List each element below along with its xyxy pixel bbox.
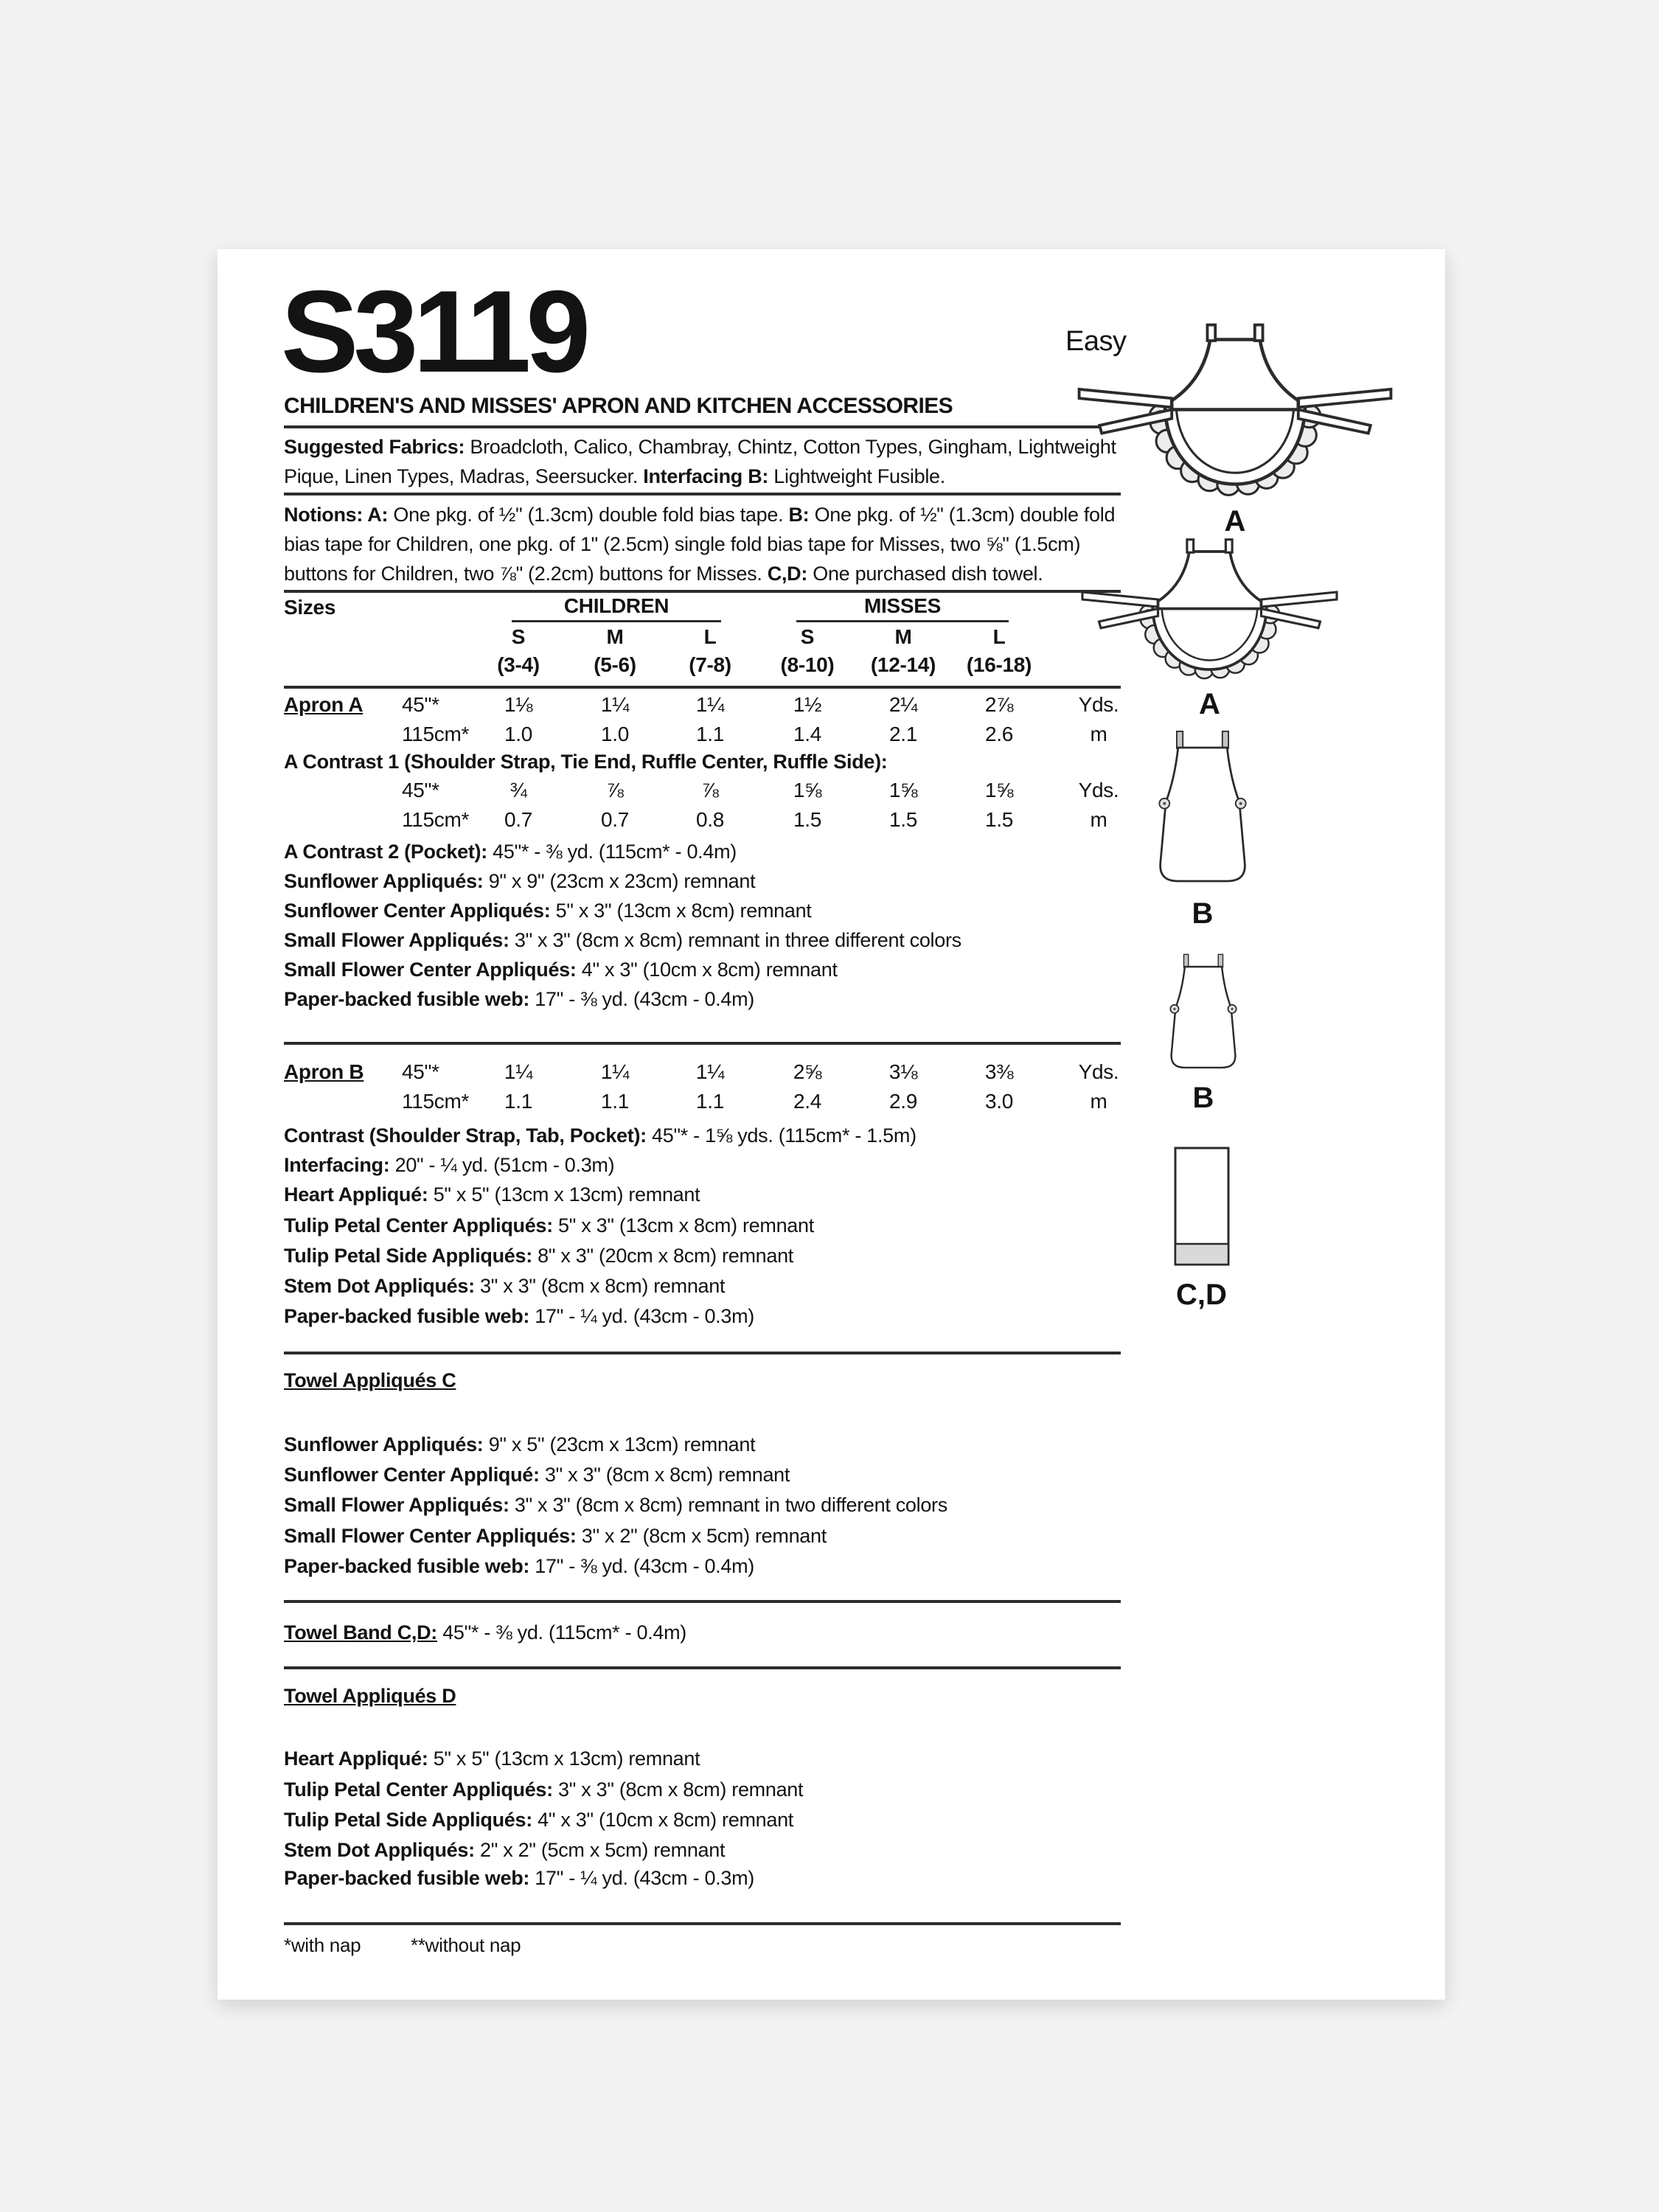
yardage-value: 1¼: [695, 693, 725, 716]
figure-label-a: A: [1224, 505, 1246, 538]
spec-line: [284, 1243, 1132, 1268]
spec-line: [284, 987, 1132, 1012]
yardage-value: 1.0: [600, 723, 630, 745]
spec-text: 17" - ⅜ yd. (43cm - 0.4m): [529, 988, 754, 1010]
spec-text: 3" x 2" (8cm x 5cm) remnant: [576, 1525, 827, 1547]
spec-line: [284, 1304, 1132, 1329]
yardage-value: 1.5: [793, 808, 822, 831]
yardage-value: 3⅛: [888, 1060, 918, 1083]
difficulty-badge: Easy: [1065, 326, 1127, 357]
spec-text: 5" x 3" (13cm x 8cm) remnant: [550, 900, 812, 922]
towel-appliques-c-heading: Towel Appliqués C: [284, 1369, 456, 1391]
notions-paragraph: [284, 500, 1128, 588]
yardage-value: 1⅝: [888, 779, 918, 801]
fabric-width: 45"*: [402, 693, 439, 716]
yardage-value: 2¼: [888, 693, 918, 716]
a-contrast-1-row-m: [218, 808, 1445, 838]
suggested-fabrics-paragraph: [284, 432, 1128, 491]
spec-label: Sunflower Center Appliqués:: [284, 900, 551, 922]
suggested-fabrics-label: Suggested Fabrics:: [284, 436, 465, 458]
spec-label: Stem Dot Appliqués:: [284, 1839, 475, 1861]
misses-column-group: MISSES: [796, 594, 1009, 622]
yardage-value: 1.0: [504, 723, 533, 745]
unit: m: [1090, 808, 1107, 831]
spec-label: Heart Appliqué:: [284, 1183, 428, 1206]
yardage-value: 1¼: [504, 1060, 533, 1083]
spec-label: Heart Appliqué:: [284, 1747, 428, 1770]
spec-label: Paper-backed fusible web:: [284, 988, 530, 1010]
fabric-width: 115cm*: [402, 808, 470, 831]
apron-a-illustration: [1071, 537, 1348, 681]
apron-b-label: Apron B: [284, 1060, 364, 1083]
sizes-label: Sizes: [284, 596, 336, 619]
size-letter: M: [894, 625, 912, 648]
a-contrast-1-row-yd: [218, 779, 1445, 808]
figure-label-b: B: [1192, 1082, 1214, 1114]
spec-text: 17" - ¼ yd. (43cm - 0.3m): [529, 1305, 754, 1327]
size-range: (3-4): [497, 653, 540, 676]
spec-line: [284, 839, 1132, 864]
notions-cd-text: One purchased dish towel.: [807, 563, 1043, 585]
spec-label: Tulip Petal Center Appliqués:: [284, 1778, 553, 1801]
apron-b-misses-figure: [1147, 730, 1258, 931]
size-letter: L: [992, 625, 1006, 648]
notions-a-text: One pkg. of ½" (1.3cm) double fold bias tape.: [388, 504, 789, 526]
size-letter: S: [800, 625, 815, 648]
apron-b-illustration: [1148, 730, 1257, 890]
size-range: (12-14): [870, 653, 936, 676]
spec-label: Contrast (Shoulder Strap, Tab, Pocket):: [284, 1124, 647, 1147]
spec-line: [284, 869, 1132, 894]
towel-cd-figure: [1170, 1146, 1233, 1312]
divider: [284, 1042, 1121, 1045]
dish-towel-illustration: [1172, 1146, 1231, 1271]
figure-label-a: A: [1199, 688, 1220, 720]
spec-line: [284, 1865, 1132, 1891]
spec-label: Paper-backed fusible web:: [284, 1305, 530, 1327]
size-range: (8-10): [780, 653, 835, 676]
yardage-value: ⅞: [701, 779, 719, 801]
spec-line: [284, 1807, 1132, 1832]
spec-text: 3" x 3" (8cm x 8cm) remnant: [552, 1778, 804, 1801]
apron-b-illustration: [1162, 953, 1245, 1074]
spec-line: [284, 1182, 1132, 1207]
yardage-value: 1.1: [695, 723, 725, 745]
apron-a-yardage-row-m: [218, 723, 1445, 752]
notions-cd-label: C,D:: [767, 563, 808, 585]
yardage-value: 1.1: [600, 1090, 630, 1113]
unit: m: [1090, 723, 1107, 745]
spec-text: 4" x 3" (10cm x 8cm) remnant: [576, 959, 838, 981]
spec-line: [284, 1492, 1132, 1517]
yardage-value: 1.5: [888, 808, 918, 831]
spec-line: [284, 1523, 1132, 1548]
yardage-value: 2.9: [888, 1090, 918, 1113]
spec-text: 4" x 3" (10cm x 8cm) remnant: [532, 1809, 794, 1831]
spec-text: 17" - ¼ yd. (43cm - 0.3m): [529, 1867, 754, 1889]
spec-label: Paper-backed fusible web:: [284, 1867, 530, 1889]
footnote: [284, 1934, 521, 1957]
spec-text: 17" - ⅜ yd. (43cm - 0.4m): [529, 1555, 754, 1577]
pattern-envelope-back: [218, 249, 1445, 2000]
figure-label-cd: C,D: [1176, 1279, 1227, 1311]
spec-text: 3" x 3" (8cm x 8cm) remnant in two different colors: [509, 1494, 947, 1516]
yardage-value: 0.7: [504, 808, 533, 831]
size-range: (16-18): [966, 653, 1032, 676]
apron-b-children-figure: [1162, 953, 1245, 1115]
spec-label: Sunflower Appliqués:: [284, 1433, 484, 1455]
yardage-value: 2⅝: [793, 1060, 822, 1083]
yardage-value: 1⅝: [793, 779, 822, 801]
spec-label: Sunflower Center Appliqué:: [284, 1464, 540, 1486]
spec-text: 45"* - ⅜ yd. (115cm* - 0.4m): [487, 841, 737, 863]
spec-line: [284, 1152, 1132, 1178]
footnote-with-nap: *with nap: [284, 1934, 361, 1956]
yardage-value: 3.0: [984, 1090, 1014, 1113]
spec-line: [284, 1777, 1132, 1802]
yardage-value: 0.8: [695, 808, 725, 831]
spec-text: 8" x 3" (20cm x 8cm) remnant: [532, 1245, 794, 1267]
fabric-width: 115cm*: [402, 723, 470, 745]
size-letter: S: [511, 625, 526, 648]
yardage-value: 1.5: [984, 808, 1014, 831]
yardage-value: 1¼: [600, 693, 630, 716]
unit: m: [1090, 1090, 1107, 1113]
spec-label: Tulip Petal Side Appliqués:: [284, 1809, 532, 1831]
yardage-value: 1¼: [600, 1060, 630, 1083]
towel-band-text: 45"* - ⅜ yd. (115cm* - 0.4m): [437, 1621, 687, 1644]
divider: [284, 493, 1121, 495]
a-contrast-1-heading: A Contrast 1 (Shoulder Strap, Tie End, Ruffle Center, Ruffle Side):: [284, 751, 888, 773]
unit: Yds.: [1078, 1060, 1119, 1083]
divider: [284, 425, 1121, 428]
yardage-value: 1.4: [793, 723, 822, 745]
spec-line: [284, 1837, 1132, 1863]
spec-line: [284, 1746, 1132, 1771]
suggested-fabrics-text: Broadcloth, Calico, Chambray, Chintz, Cotton Types, Gingham, Lightweight Pique, Linen Types, Madras, Seersucker.: [284, 436, 1116, 487]
children-column-group: CHILDREN: [512, 594, 721, 622]
yardage-value: ⅞: [606, 779, 624, 801]
spec-label: Paper-backed fusible web:: [284, 1555, 530, 1577]
spec-line: [284, 898, 1132, 923]
spec-label: A Contrast 2 (Pocket):: [284, 841, 487, 863]
yardage-value: ¾: [509, 779, 527, 801]
spec-label: Small Flower Appliqués:: [284, 1494, 509, 1516]
apron-a-children-figure: [1071, 537, 1348, 721]
yardage-value: 1.1: [695, 1090, 725, 1113]
spec-label: Sunflower Appliqués:: [284, 870, 484, 892]
yardage-value: 2⅞: [984, 693, 1014, 716]
spec-text: 5" x 5" (13cm x 13cm) remnant: [428, 1747, 700, 1770]
spec-label: Small Flower Center Appliqués:: [284, 1525, 577, 1547]
apron-a-misses-figure: [1065, 321, 1405, 538]
page-title: CHILDREN'S AND MISSES' APRON AND KITCHEN ACCESSORIES: [284, 394, 953, 418]
spec-label: Small Flower Center Appliqués:: [284, 959, 577, 981]
spec-text: 45"* - 1⅝ yds. (115cm* - 1.5m): [646, 1124, 917, 1147]
spec-text: 3" x 3" (8cm x 8cm) remnant: [474, 1275, 726, 1297]
fabric-width: 115cm*: [402, 1090, 470, 1113]
spec-line: [284, 1213, 1132, 1238]
divider: [284, 1352, 1121, 1354]
spec-text: 9" x 9" (23cm x 23cm) remnant: [483, 870, 756, 892]
yardage-value: 1⅝: [984, 779, 1014, 801]
spec-label: Interfacing:: [284, 1154, 390, 1176]
apron-a-illustration: [1065, 321, 1405, 498]
divider: [284, 1600, 1121, 1603]
size-range: (7-8): [689, 653, 731, 676]
notions-label: Notions: A:: [284, 504, 389, 526]
spec-text: 5" x 5" (13cm x 13cm) remnant: [428, 1183, 700, 1206]
divider: [284, 1922, 1121, 1925]
notions-b-text: One pkg. of ½" (1.3cm) double fold bias tape for Children, one pkg. of 1" (2.5cm) single fold bias tape for Misses, two ⅝" (1.5cm) buttons for Children, two ⅞" (2.2cm) buttons for Misses.: [284, 504, 1116, 585]
towel-appliques-d-heading: Towel Appliqués D: [284, 1685, 456, 1707]
spec-text: 3" x 3" (8cm x 8cm) remnant: [539, 1464, 790, 1486]
figure-label-b: B: [1192, 897, 1214, 930]
footnote-without-nap: **without nap: [411, 1934, 521, 1956]
towel-band-label: Towel Band C,D:: [284, 1621, 437, 1644]
spec-text: 5" x 3" (13cm x 8cm) remnant: [552, 1214, 814, 1237]
spec-line: [284, 1432, 1132, 1457]
interfacing-b-text: Lightweight Fusible.: [768, 465, 945, 487]
spec-line: [284, 957, 1132, 982]
spec-line: [284, 928, 1132, 953]
spec-text: 9" x 5" (23cm x 13cm) remnant: [483, 1433, 756, 1455]
yardage-value: 0.7: [600, 808, 630, 831]
yardage-value: 1.1: [504, 1090, 533, 1113]
spec-line: [284, 1273, 1132, 1298]
divider: [284, 590, 1121, 593]
yardage-value: 1½: [793, 693, 822, 716]
yardage-value: 2.1: [888, 723, 918, 745]
towel-band-line: [284, 1620, 1132, 1645]
spec-label: Tulip Petal Center Appliqués:: [284, 1214, 553, 1237]
fabric-width: 45"*: [402, 779, 439, 801]
unit: Yds.: [1078, 779, 1119, 801]
spec-line: [284, 1554, 1132, 1579]
spec-label: Tulip Petal Side Appliqués:: [284, 1245, 532, 1267]
yardage-value: 1¼: [695, 1060, 725, 1083]
divider: [284, 686, 1121, 689]
yardage-value: 1⅛: [504, 693, 533, 716]
size-letter: M: [606, 625, 624, 648]
spec-label: Stem Dot Appliqués:: [284, 1275, 475, 1297]
apron-a-label: Apron A: [284, 693, 364, 716]
notions-b-label: B:: [788, 504, 810, 526]
spec-line: [284, 1462, 1132, 1487]
divider: [284, 1666, 1121, 1669]
spec-line: [284, 1123, 1132, 1148]
apron-b-yardage-row-m: [218, 1090, 1445, 1119]
pattern-number: S3119: [281, 267, 586, 397]
apron-b-yardage-row-yd: [218, 1060, 1445, 1090]
interfacing-b-label: Interfacing B:: [643, 465, 769, 487]
yardage-value: 2.6: [984, 723, 1014, 745]
spec-text: 3" x 3" (8cm x 8cm) remnant in three different colors: [509, 929, 961, 951]
size-letter: L: [703, 625, 717, 648]
yardage-value: 3⅜: [984, 1060, 1014, 1083]
yardage-value: 2.4: [793, 1090, 822, 1113]
size-range: (5-6): [594, 653, 636, 676]
spec-text: 20" - ¼ yd. (51cm - 0.3m): [389, 1154, 615, 1176]
spec-text: 2" x 2" (5cm x 5cm) remnant: [474, 1839, 726, 1861]
unit: Yds.: [1078, 693, 1119, 716]
spec-label: Small Flower Appliqués:: [284, 929, 509, 951]
fabric-width: 45"*: [402, 1060, 439, 1083]
